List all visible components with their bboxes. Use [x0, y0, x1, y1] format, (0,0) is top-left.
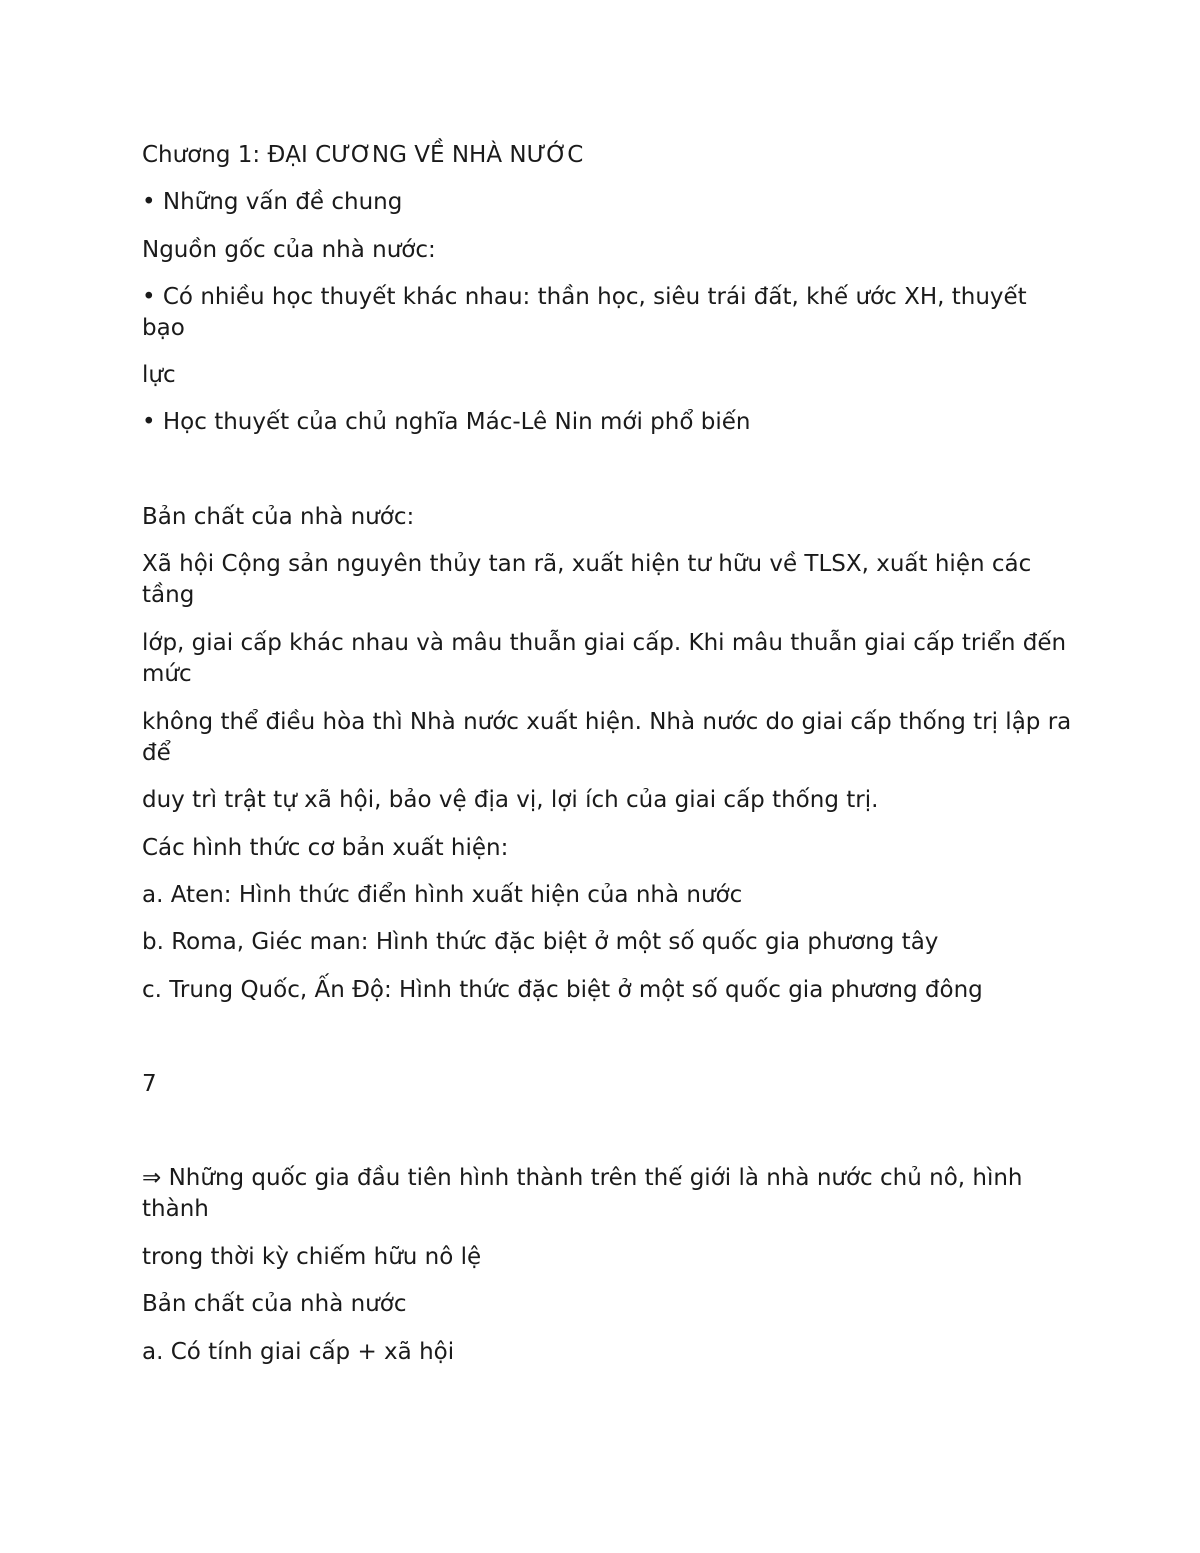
- page-number: 7: [142, 1071, 157, 1097]
- nature-para-1: Xã hội Cộng sản nguyên thủy tan rã, xuất hiện tư hữu về TLSX, xuất hiện các tầng: [142, 551, 1032, 608]
- forms-heading: Các hình thức cơ bản xuất hiện:: [142, 835, 509, 861]
- nature-para-3: không thể điều hòa thì Nhà nước xuất hiện. Nhà nước do giai cấp thống trị lập ra để: [142, 709, 1072, 766]
- origin-heading: Nguồn gốc của nhà nước:: [142, 237, 436, 263]
- form-b: b. Roma, Giéc man: Hình thức đặc biệt ở một số quốc gia phương tây: [142, 929, 939, 955]
- nature-heading-2: Bản chất của nhà nước: [142, 1291, 407, 1317]
- chapter-title: Chương 1: ĐẠI CƯƠNG VỀ NHÀ NƯỚC: [142, 142, 584, 168]
- form-c: c. Trung Quốc, Ấn Độ: Hình thức đặc biệt ở một số quốc gia phương đông: [142, 977, 983, 1003]
- origin-bullet-2: • Học thuyết của chủ nghĩa Mác-Lê Nin mới phổ biến: [142, 409, 751, 435]
- bullet-general: • Những vấn đề chung: [142, 189, 403, 215]
- nature-item-a: a. Có tính giai cấp + xã hội: [142, 1339, 455, 1365]
- nature-para-2: lớp, giai cấp khác nhau và mâu thuẫn giai cấp. Khi mâu thuẫn giai cấp triển đến mức: [142, 630, 1067, 687]
- nature-para-4: duy trì trật tự xã hội, bảo vệ địa vị, lợi ích của giai cấp thống trị.: [142, 787, 879, 813]
- origin-bullet-1-cont: lực: [142, 362, 176, 388]
- form-a: a. Aten: Hình thức điển hình xuất hiện của nhà nước: [142, 882, 743, 908]
- conclusion-2: trong thời kỳ chiếm hữu nô lệ: [142, 1244, 482, 1270]
- conclusion-1: ⇒ Những quốc gia đầu tiên hình thành trên thế giới là nhà nước chủ nô, hình thành: [142, 1165, 1023, 1222]
- origin-bullet-1: • Có nhiều học thuyết khác nhau: thần học, siêu trái đất, khế ước XH, thuyết bạo: [142, 284, 1027, 341]
- nature-heading: Bản chất của nhà nước:: [142, 504, 415, 530]
